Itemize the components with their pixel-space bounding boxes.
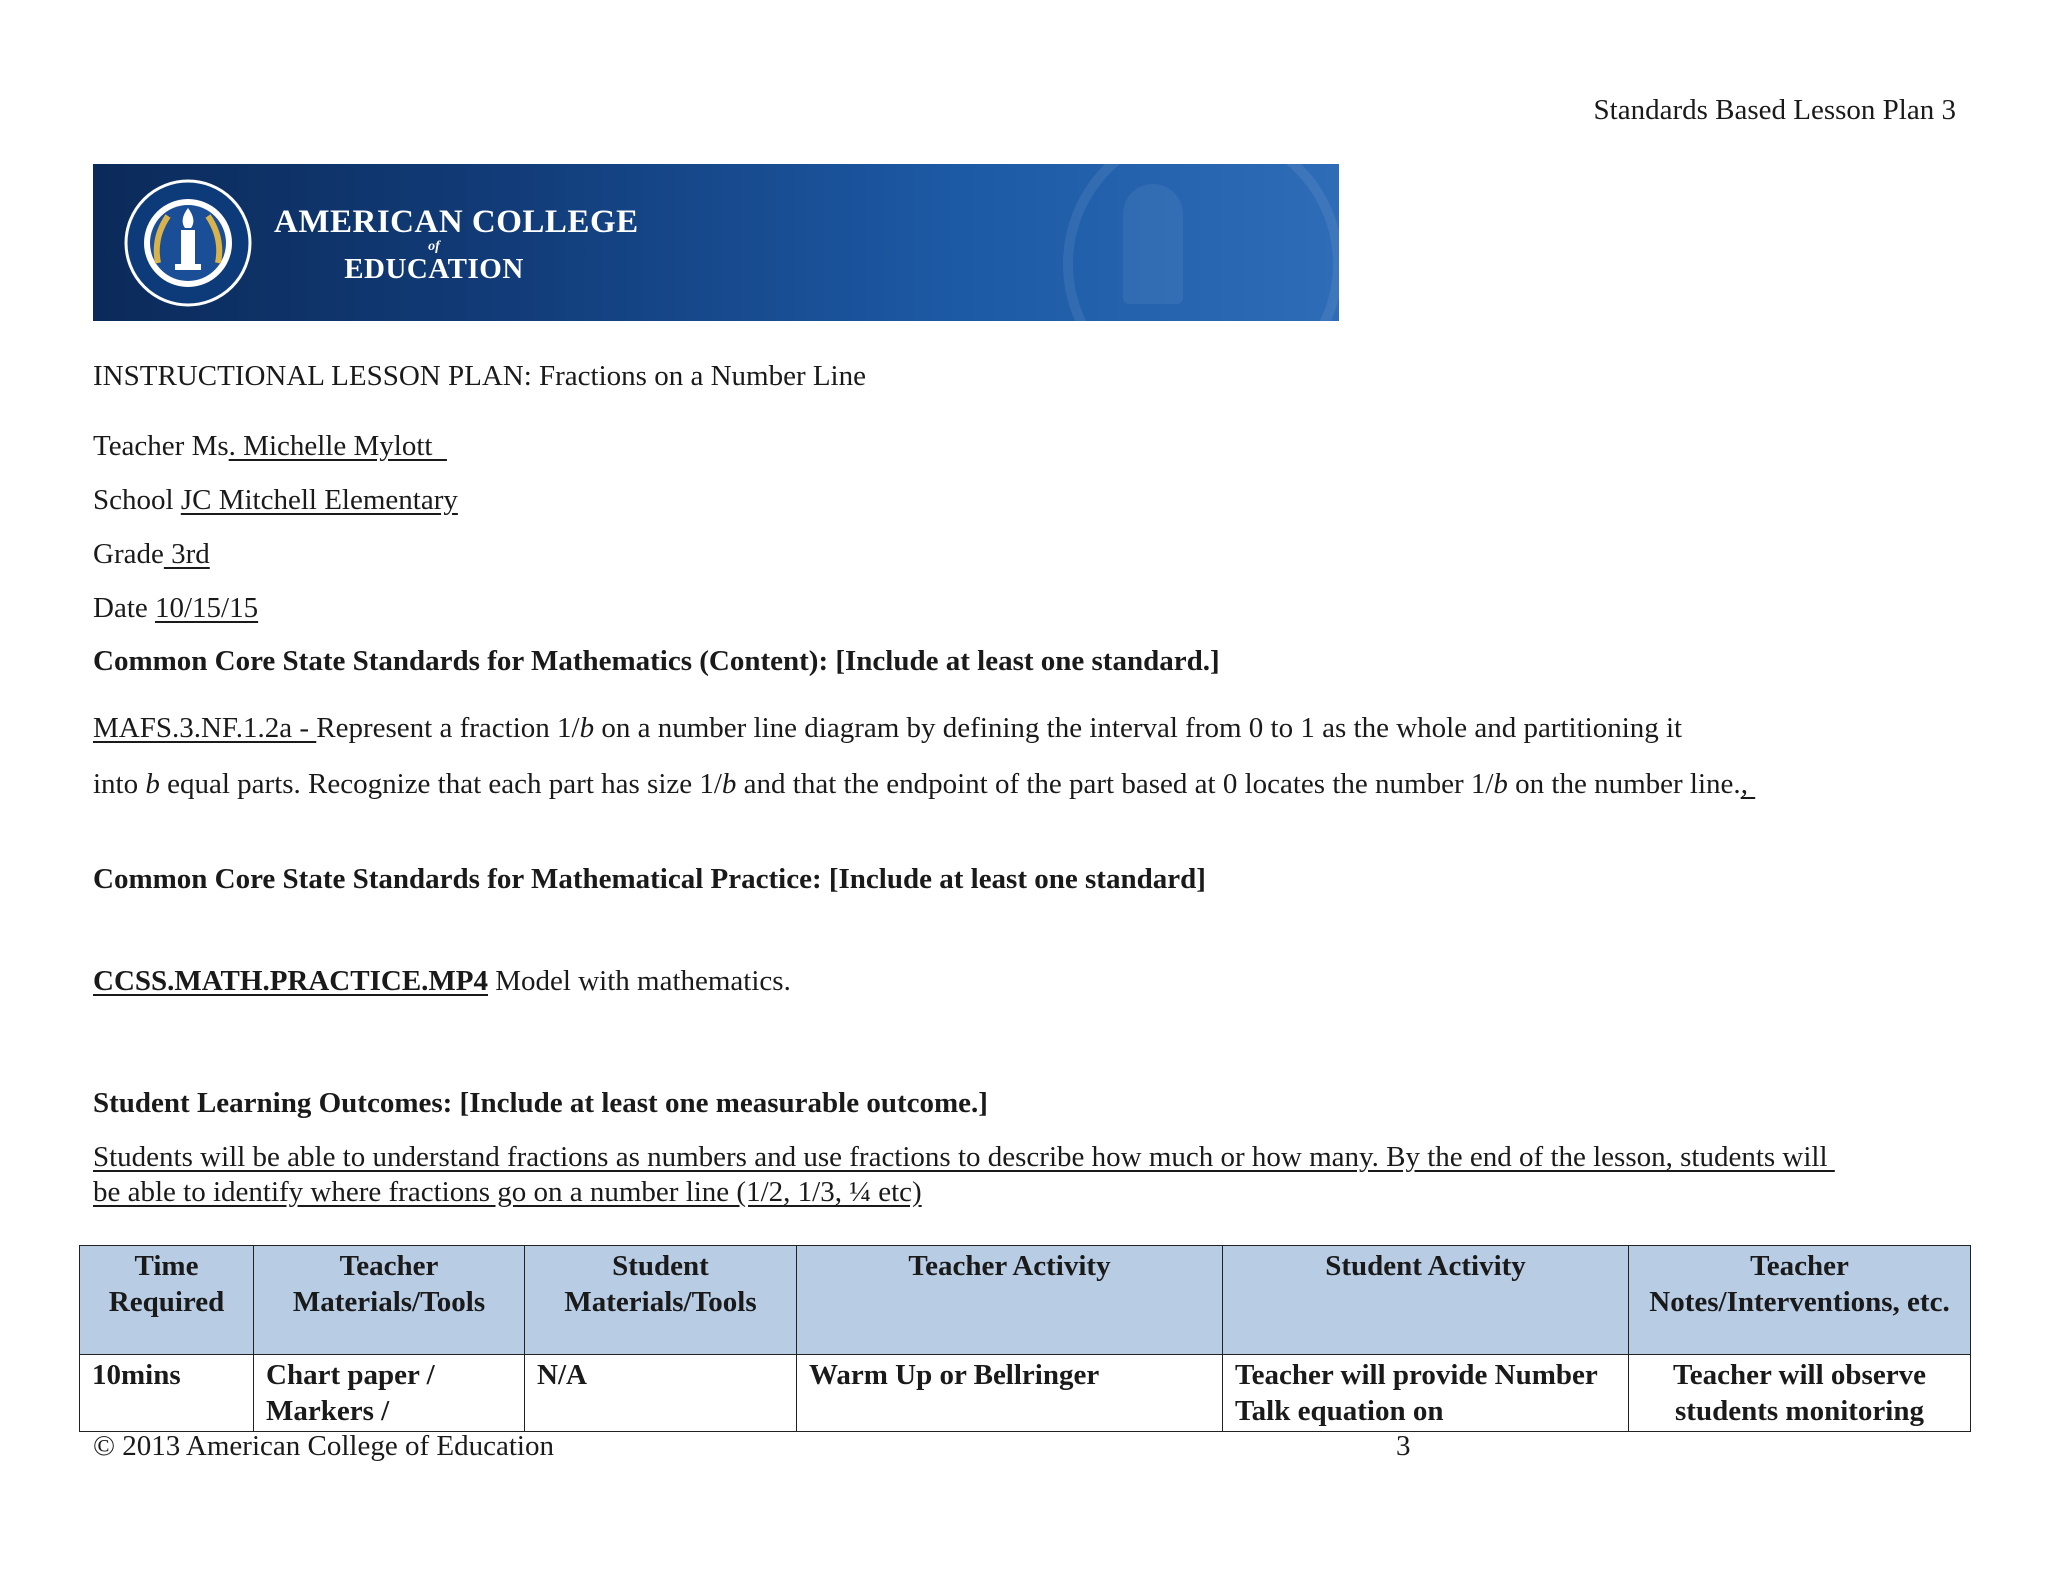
col-header-teacher-notes: Teacher Notes/Interventions, etc.	[1629, 1246, 1971, 1355]
date-field	[93, 592, 258, 625]
practice-standard	[93, 965, 791, 998]
outcomes-text: Students will be able to understand fractions as numbers and use fractions to describe how much or how many. By the end of the lesson, students will be able to identify where fractions go on a number line (1/2, 1/3, ¼ etc)	[93, 1141, 1835, 1208]
cell-student-materials: N/A	[525, 1355, 797, 1432]
cell-time: 10mins	[80, 1355, 254, 1432]
running-header: Standards Based Lesson Plan 3	[1593, 94, 1956, 126]
school-value: JC Mitchell Elementary	[180, 484, 458, 516]
col-header-teacher-materials: Teacher Materials/Tools	[254, 1246, 525, 1355]
col-header-teacher-activity: Teacher Activity	[797, 1246, 1223, 1355]
cell-student-activity: Teacher will provide Number Talk equation on	[1223, 1355, 1629, 1432]
practice-standards-heading: Common Core State Standards for Mathematical Practice: [Include at least one standard]	[93, 863, 1206, 895]
college-banner	[93, 164, 1339, 321]
date-value: 10/15/15	[155, 592, 259, 624]
content-standards-heading: Common Core State Standards for Mathematics (Content): [Include at least one standard.]	[93, 645, 1220, 677]
school-field	[93, 484, 458, 517]
teacher-value: . Michelle Mylott	[228, 430, 447, 462]
grade-label: Grade	[93, 538, 164, 570]
col-header-student-activity: Student Activity	[1223, 1246, 1629, 1355]
table-row	[80, 1355, 1971, 1432]
cell-teacher-activity: Warm Up or Bellringer	[797, 1355, 1223, 1432]
lesson-plan-title: INSTRUCTIONAL LESSON PLAN: Fractions on a Number Line	[93, 360, 866, 392]
college-seal-icon	[123, 178, 253, 308]
col-header-time: Time Required	[80, 1246, 254, 1355]
table-header-row	[80, 1246, 1971, 1355]
practice-standard-code: CCSS.MATH.PRACTICE.MP4	[93, 965, 488, 997]
teacher-field	[93, 430, 447, 463]
college-wordmark: AMERICAN COLLEGE of EDUCATION	[274, 204, 639, 285]
school-label: School	[93, 484, 181, 516]
col-header-student-materials: Student Materials/Tools	[525, 1246, 797, 1355]
footer-copyright: © 2013 American College of Education	[93, 1430, 554, 1462]
cell-teacher-notes: Teacher will observe students monitoring	[1629, 1355, 1971, 1432]
footer-page-number: 3	[1396, 1430, 1411, 1462]
date-label: Date	[93, 592, 155, 624]
lesson-activity-table	[79, 1245, 1971, 1432]
content-standard-text: MAFS.3.NF.1.2a - Represent a fraction 1/b on a number line diagram by defining the interval from 0 to 1 as the whole and partitioning it into b equal parts. Recognize that each part has size 1/b and that the endpoint of the part based at 0 locates the number 1/b on the number line.,	[93, 712, 1756, 800]
cell-teacher-materials: Chart paper / Markers /	[254, 1355, 525, 1432]
grade-field	[93, 538, 210, 571]
watermark-seal	[1063, 164, 1339, 321]
watermark-torch	[1123, 184, 1183, 304]
teacher-label: Teacher Ms	[93, 430, 229, 462]
practice-standard-text: Model with mathematics.	[488, 965, 791, 997]
grade-value: 3rd	[163, 538, 210, 570]
content-standard-code: MAFS.3.NF.1.2a -	[93, 712, 317, 744]
outcomes-heading: Student Learning Outcomes: [Include at least one measurable outcome.]	[93, 1087, 988, 1119]
